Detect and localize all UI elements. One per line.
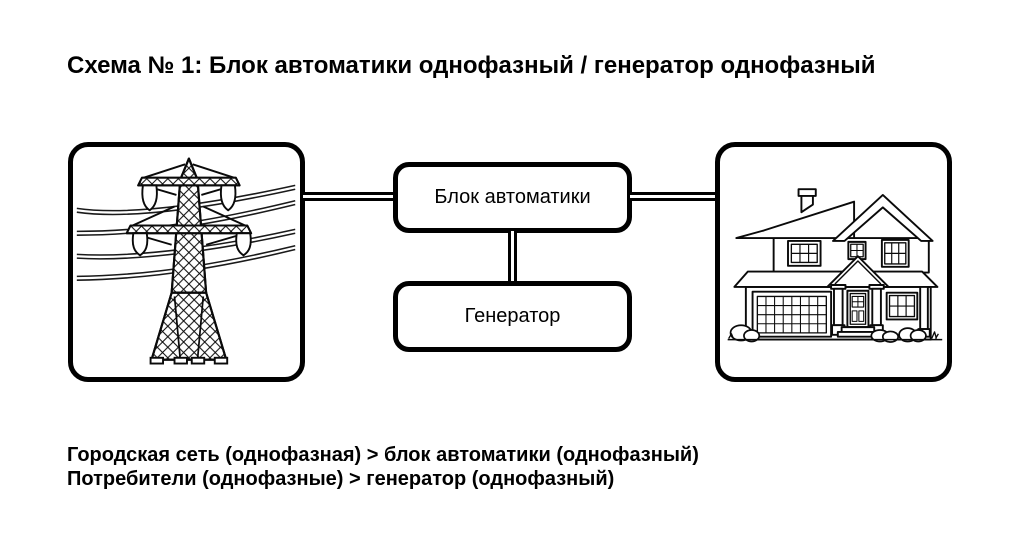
corner-pillar xyxy=(918,287,929,337)
generator-label: Генератор xyxy=(464,305,561,327)
garage-door xyxy=(753,292,832,337)
lower-right-window xyxy=(887,293,918,320)
footer-line-1: Городская сеть (однофазная) > блок автоматики (однофазный) xyxy=(67,444,699,466)
footer-notes xyxy=(67,443,699,491)
page-title: Схема № 1: Блок автоматики однофазный / генератор однофазный xyxy=(67,52,876,79)
connector-automation-to-generator xyxy=(508,231,517,283)
automation-block-box xyxy=(393,162,632,233)
front-door xyxy=(847,291,868,327)
connector-grid-to-automation xyxy=(303,192,395,201)
tower-mast xyxy=(152,159,227,360)
transmission-tower-icon xyxy=(73,147,300,377)
footer-line-2: Потребители (однофазные) > генератор (однофазный) xyxy=(67,468,615,490)
city-grid-box xyxy=(68,142,305,382)
upper-left-window xyxy=(788,241,821,266)
automation-block-label: Блок автоматики xyxy=(434,186,591,208)
connector-automation-to-house xyxy=(630,192,717,201)
upper-right-window xyxy=(882,240,909,267)
house-icon xyxy=(720,147,947,377)
left-roof xyxy=(736,202,854,238)
chimney xyxy=(799,189,816,212)
consumers-box xyxy=(715,142,952,382)
generator-box xyxy=(393,281,632,352)
